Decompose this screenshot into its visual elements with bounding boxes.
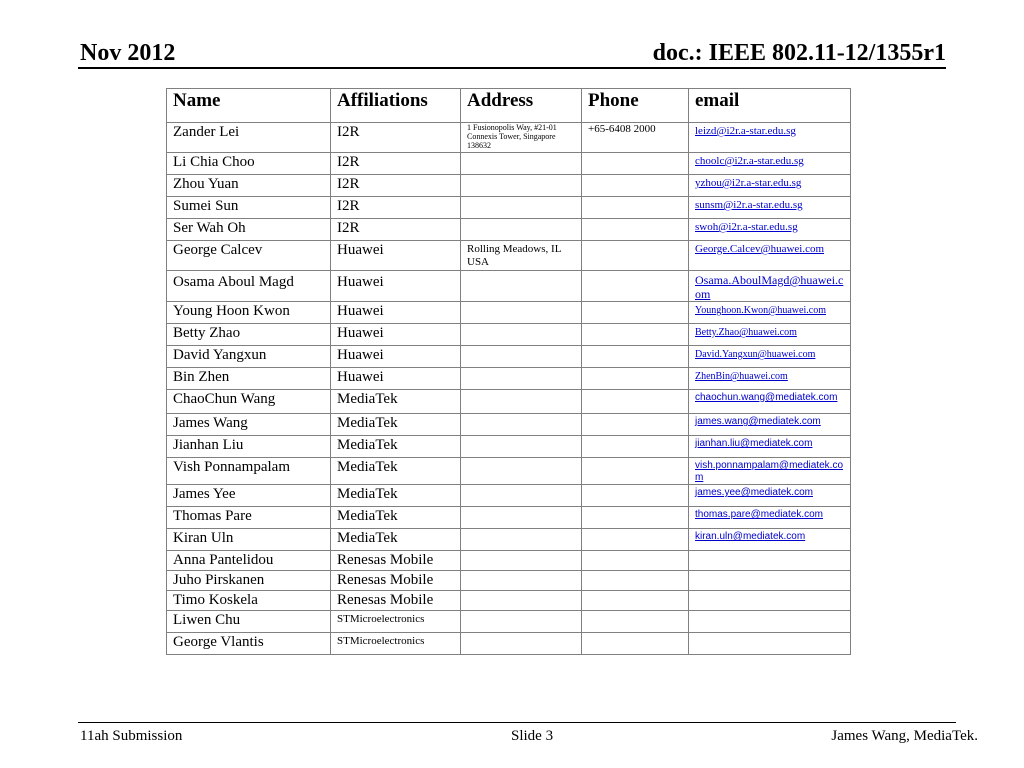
affiliation-cell: Renesas Mobile	[331, 571, 461, 591]
affiliation-cell: MediaTek	[331, 529, 461, 551]
affiliation-cell: I2R	[331, 123, 461, 153]
affiliation-cell: Huawei	[331, 271, 461, 302]
table-row	[167, 197, 851, 219]
phone-cell	[582, 529, 689, 551]
name-cell: Thomas Pare	[167, 507, 331, 529]
address-cell	[461, 507, 582, 529]
phone-cell	[582, 458, 689, 485]
email-link[interactable]: vish.ponnampalam@mediatek.com	[695, 460, 844, 483]
email-cell	[689, 302, 851, 324]
address-cell	[461, 271, 582, 302]
email-cell	[689, 123, 851, 153]
table-row	[167, 571, 851, 591]
email-cell	[689, 591, 851, 611]
affiliation-cell: Huawei	[331, 368, 461, 390]
email-cell	[689, 551, 851, 571]
table-row	[167, 529, 851, 551]
email-cell	[689, 633, 851, 655]
table-row	[167, 414, 851, 436]
name-cell: James Yee	[167, 485, 331, 507]
phone-cell	[582, 436, 689, 458]
email-cell	[689, 529, 851, 551]
email-cell	[689, 153, 851, 175]
email-link[interactable]: jianhan.liu@mediatek.com	[695, 438, 813, 449]
affiliation-cell: Renesas Mobile	[331, 591, 461, 611]
email-link[interactable]: leizd@i2r.a-star.edu.sg	[695, 125, 796, 137]
address-cell	[461, 302, 582, 324]
table-row	[167, 123, 851, 153]
email-link[interactable]: Betty.Zhao@huawei.com	[695, 327, 797, 338]
table-row	[167, 611, 851, 633]
phone-cell	[582, 611, 689, 633]
email-cell	[689, 368, 851, 390]
column-header-name: Name	[167, 89, 331, 123]
email-link[interactable]: George.Calcev@huawei.com	[695, 243, 825, 255]
phone-cell	[582, 485, 689, 507]
column-header-address: Address	[461, 89, 582, 123]
affiliation-cell: I2R	[331, 219, 461, 241]
name-cell: Bin Zhen	[167, 368, 331, 390]
table-row	[167, 390, 851, 414]
address-cell: 1 Fusionopolis Way, #21-01 Connexis Tower, Singapore 138632	[461, 123, 582, 153]
affiliation-cell: MediaTek	[331, 507, 461, 529]
email-link[interactable]: choolc@i2r.a-star.edu.sg	[695, 155, 804, 167]
phone-cell	[582, 368, 689, 390]
affiliation-cell: Huawei	[331, 346, 461, 368]
footer-author: James Wang, MediaTek.	[831, 728, 978, 744]
column-header-email: email	[689, 89, 851, 123]
phone-cell	[582, 153, 689, 175]
email-cell	[689, 458, 851, 485]
affiliation-cell: STMicroelectronics	[331, 633, 461, 655]
table-row	[167, 153, 851, 175]
phone-cell	[582, 591, 689, 611]
address-cell	[461, 346, 582, 368]
address-cell	[461, 390, 582, 414]
name-cell: Osama Aboul Magd	[167, 271, 331, 302]
phone-cell	[582, 390, 689, 414]
header-date: Nov 2012	[80, 40, 176, 66]
email-cell	[689, 507, 851, 529]
email-link[interactable]: yzhou@i2r.a-star.edu.sg	[695, 177, 802, 189]
email-link[interactable]: sunsm@i2r.a-star.edu.sg	[695, 199, 803, 211]
table-row	[167, 485, 851, 507]
email-cell	[689, 271, 851, 302]
affiliation-cell: Huawei	[331, 324, 461, 346]
affiliation-cell: Huawei	[331, 241, 461, 271]
affiliation-cell: Huawei	[331, 302, 461, 324]
table-row	[167, 633, 851, 655]
table-row	[167, 324, 851, 346]
email-cell	[689, 346, 851, 368]
affiliation-cell: Renesas Mobile	[331, 551, 461, 571]
table-row	[167, 219, 851, 241]
email-cell	[689, 485, 851, 507]
name-cell: Timo Koskela	[167, 591, 331, 611]
phone-cell	[582, 507, 689, 529]
header-divider	[78, 67, 946, 69]
address-cell	[461, 414, 582, 436]
phone-cell	[582, 241, 689, 271]
affiliation-cell: I2R	[331, 197, 461, 219]
affiliation-cell: MediaTek	[331, 458, 461, 485]
email-cell	[689, 571, 851, 591]
table-row	[167, 175, 851, 197]
address-cell	[461, 633, 582, 655]
email-link[interactable]: chaochun.wang@mediatek.com	[695, 392, 838, 403]
footer-submission: 11ah Submission	[80, 728, 183, 744]
header-doc-id: doc.: IEEE 802.11-12/1355r1	[652, 40, 946, 66]
address-cell	[461, 591, 582, 611]
email-link[interactable]: Osama.AboulMagd@huawei.com	[695, 273, 844, 301]
table-row	[167, 302, 851, 324]
email-cell	[689, 414, 851, 436]
table-row	[167, 436, 851, 458]
address-cell	[461, 219, 582, 241]
email-cell	[689, 241, 851, 271]
phone-cell	[582, 302, 689, 324]
table-row	[167, 346, 851, 368]
address-cell	[461, 197, 582, 219]
address-cell	[461, 571, 582, 591]
email-cell	[689, 219, 851, 241]
attendee-table	[166, 88, 851, 655]
address-cell	[461, 551, 582, 571]
address-cell	[461, 368, 582, 390]
name-cell: ChaoChun Wang	[167, 390, 331, 414]
address-cell	[461, 529, 582, 551]
table-row	[167, 591, 851, 611]
email-cell	[689, 324, 851, 346]
email-cell	[689, 436, 851, 458]
column-header-affiliations: Affiliations	[331, 89, 461, 123]
email-link[interactable]: james.wang@mediatek.com	[695, 416, 821, 427]
address-cell	[461, 324, 582, 346]
table-row	[167, 551, 851, 571]
table-row	[167, 368, 851, 390]
phone-cell	[582, 197, 689, 219]
email-link[interactable]: ZhenBin@huawei.com	[695, 371, 788, 382]
phone-cell	[582, 346, 689, 368]
name-cell: Zander Lei	[167, 123, 331, 153]
table-header-row	[167, 89, 851, 123]
phone-cell	[582, 633, 689, 655]
name-cell: David Yangxun	[167, 346, 331, 368]
table-row	[167, 507, 851, 529]
phone-cell	[582, 219, 689, 241]
address-cell: Rolling Meadows, IL USA	[461, 241, 582, 271]
email-link[interactable]: thomas.pare@mediatek.com	[695, 509, 823, 520]
address-cell	[461, 458, 582, 485]
affiliation-cell: I2R	[331, 153, 461, 175]
footer-divider	[78, 722, 956, 723]
phone-cell	[582, 414, 689, 436]
name-cell: Anna Pantelidou	[167, 551, 331, 571]
phone-cell: +65-6408 2000	[582, 123, 689, 153]
name-cell: Sumei Sun	[167, 197, 331, 219]
email-cell	[689, 197, 851, 219]
phone-cell	[582, 324, 689, 346]
footer-slide-number: Slide 3	[511, 728, 554, 744]
affiliation-cell: MediaTek	[331, 485, 461, 507]
name-cell: Juho Pirskanen	[167, 571, 331, 591]
email-link[interactable]: kiran.uln@mediatek.com	[695, 531, 806, 542]
name-cell: Li Chia Choo	[167, 153, 331, 175]
affiliation-cell: I2R	[331, 175, 461, 197]
affiliation-cell: STMicroelectronics	[331, 611, 461, 633]
name-cell: George Vlantis	[167, 633, 331, 655]
table-row	[167, 458, 851, 485]
name-cell: Betty Zhao	[167, 324, 331, 346]
phone-cell	[582, 551, 689, 571]
address-cell	[461, 175, 582, 197]
phone-cell	[582, 271, 689, 302]
email-cell	[689, 175, 851, 197]
email-link[interactable]: james.yee@mediatek.com	[695, 487, 813, 498]
email-link[interactable]: swoh@i2r.a-star.edu.sg	[695, 221, 798, 233]
name-cell: Ser Wah Oh	[167, 219, 331, 241]
affiliation-cell: MediaTek	[331, 390, 461, 414]
name-cell: Kiran Uln	[167, 529, 331, 551]
address-cell	[461, 153, 582, 175]
address-cell	[461, 485, 582, 507]
email-cell	[689, 611, 851, 633]
name-cell: Liwen Chu	[167, 611, 331, 633]
name-cell: Young Hoon Kwon	[167, 302, 331, 324]
email-link[interactable]: David.Yangxun@huawei.com	[695, 349, 816, 360]
address-cell	[461, 436, 582, 458]
address-cell	[461, 611, 582, 633]
name-cell: Jianhan Liu	[167, 436, 331, 458]
affiliation-cell: MediaTek	[331, 414, 461, 436]
phone-cell	[582, 175, 689, 197]
email-cell	[689, 390, 851, 414]
name-cell: Zhou Yuan	[167, 175, 331, 197]
name-cell: James Wang	[167, 414, 331, 436]
name-cell: George Calcev	[167, 241, 331, 271]
table-row	[167, 271, 851, 302]
column-header-phone: Phone	[582, 89, 689, 123]
affiliation-cell: MediaTek	[331, 436, 461, 458]
phone-cell	[582, 571, 689, 591]
email-link[interactable]: Younghoon.Kwon@huawei.com	[695, 305, 826, 316]
table-row	[167, 241, 851, 271]
name-cell: Vish Ponnampalam	[167, 458, 331, 485]
